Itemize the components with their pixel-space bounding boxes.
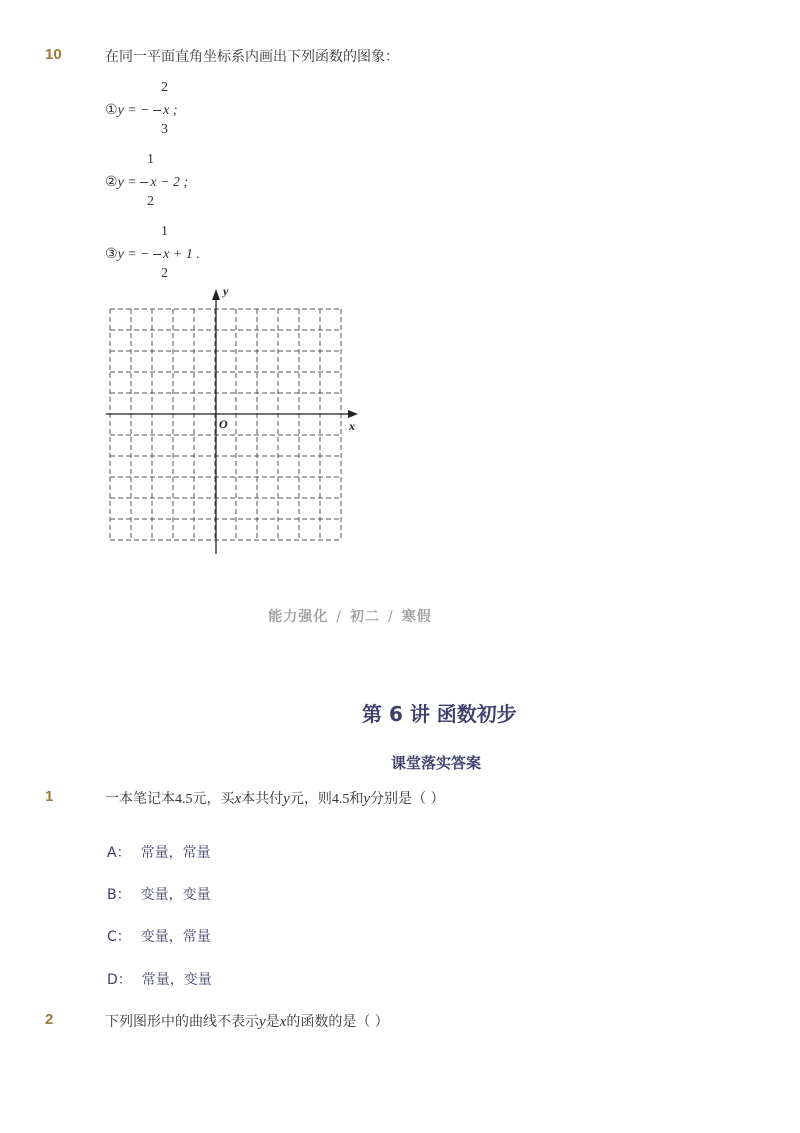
x-axis-arrow <box>348 410 358 418</box>
option-letter: A： <box>107 845 131 861</box>
option-a[interactable] <box>107 842 211 862</box>
option-letter: C： <box>107 929 131 945</box>
section-title: 课堂落实答案 <box>391 754 482 772</box>
text-segment: 本共付 <box>241 791 284 807</box>
option-d[interactable] <box>107 969 212 989</box>
text-segment: 元，买 <box>192 791 235 807</box>
option-letter: D： <box>107 972 132 988</box>
text-segment: 一本笔记本 <box>105 791 175 807</box>
equation-label: ② <box>105 175 118 190</box>
numerator: 1 <box>161 224 168 239</box>
variable-y: y <box>363 791 371 807</box>
equation-right: x + 1 . <box>163 247 200 262</box>
origin-label: O <box>219 417 228 431</box>
option-text: 常量，变量 <box>141 972 212 988</box>
equation-label: ③ <box>105 247 118 262</box>
equation-left: y = − <box>117 103 154 118</box>
footer-part: 初二 <box>350 609 380 625</box>
lesson-title: 第 6 讲 函数初步 <box>362 702 517 726</box>
text-segment: 下列图形中的曲线不表示 <box>105 1014 259 1030</box>
variable-y: y <box>283 791 290 807</box>
numerator: 1 <box>147 152 154 167</box>
question-prompt: 在同一平面直角坐标系内画出下列函数的图象： <box>105 49 399 65</box>
grid-svg <box>100 283 365 558</box>
y-axis-label: y <box>223 284 229 298</box>
text-segment: 分别是（ ） <box>370 791 445 807</box>
fraction-bar <box>153 254 161 255</box>
equation-left: y = − <box>117 247 154 262</box>
equation-right: x ; <box>163 103 178 118</box>
option-b[interactable] <box>107 884 211 904</box>
question-text <box>105 1011 389 1031</box>
denominator: 3 <box>161 122 168 137</box>
equation-label: ① <box>105 103 118 118</box>
option-text: 变量，变量 <box>140 887 211 903</box>
footer-part: 寒假 <box>401 609 432 625</box>
text-segment: 的函数的是（ ） <box>286 1014 389 1030</box>
denominator: 2 <box>161 266 168 281</box>
footer-separator: / <box>388 609 394 625</box>
option-c[interactable] <box>107 926 211 946</box>
equation-left: y = <box>117 175 141 190</box>
numerator: 2 <box>161 80 168 95</box>
text-segment: 是 <box>265 1014 280 1030</box>
y-axis-arrow <box>212 289 220 300</box>
fraction-bar <box>140 182 148 183</box>
price-value: 4.5 <box>175 792 193 807</box>
fraction-bar <box>153 110 161 111</box>
equation-2 <box>105 152 245 222</box>
option-letter: B： <box>107 887 131 903</box>
text-segment: 和 <box>349 791 364 807</box>
option-text: 变量，常量 <box>140 929 211 945</box>
question-number: 1 <box>45 788 54 805</box>
text-segment: 元，则 <box>289 791 332 807</box>
footer-part: 能力强化 <box>268 609 329 625</box>
footer-separator: / <box>336 609 342 625</box>
option-text: 常量，常量 <box>140 845 211 861</box>
x-axis-label: x <box>349 419 355 433</box>
question-number: 10 <box>45 46 62 63</box>
variable-y: y <box>259 1014 266 1030</box>
equation-right: x − 2 ; <box>150 175 189 190</box>
equation-1 <box>105 80 245 150</box>
denominator: 2 <box>147 194 154 209</box>
question-number: 2 <box>45 1011 54 1028</box>
question-text <box>105 788 444 808</box>
variable-x: x <box>279 1014 287 1030</box>
page-footer <box>0 606 700 626</box>
price-value: 4.5 <box>331 792 350 807</box>
variable-x: x <box>234 791 242 807</box>
coordinate-grid <box>100 283 365 558</box>
